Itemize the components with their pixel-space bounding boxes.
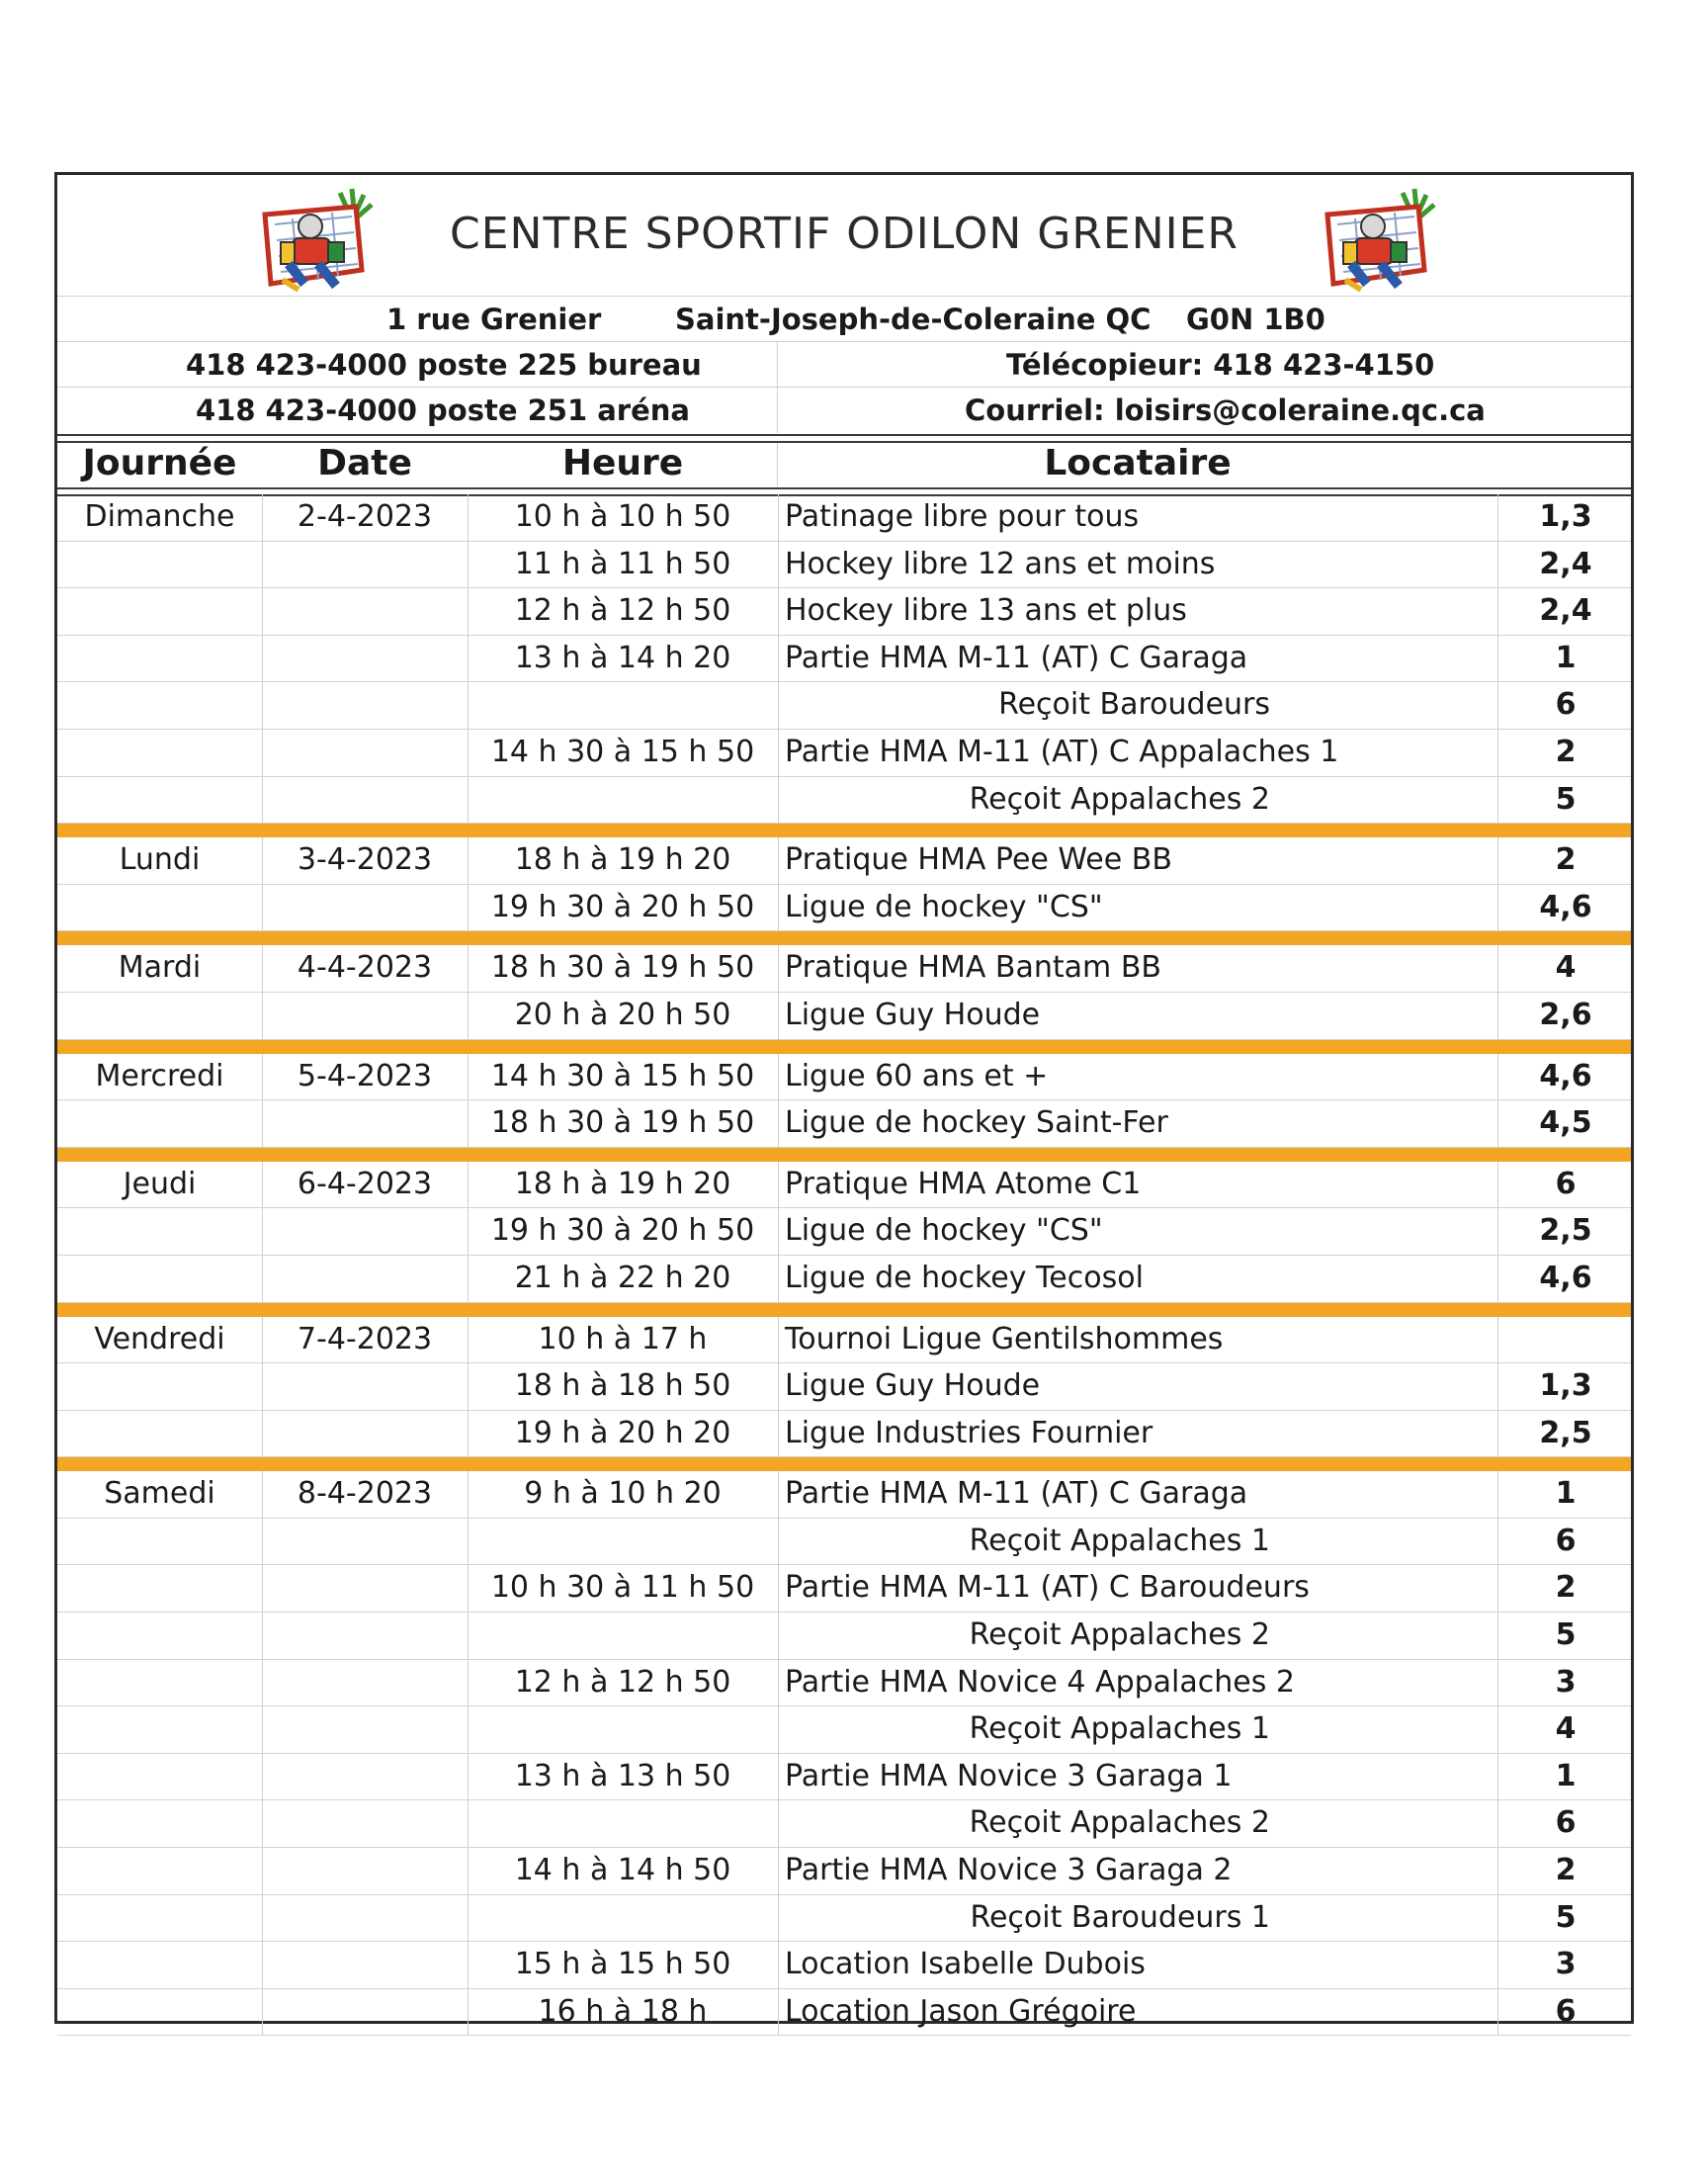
ice-number-cell: 2,4 (1539, 593, 1592, 629)
tenant-cell: Pratique HMA Pee Wee BB (785, 842, 1172, 878)
title-row (57, 175, 1631, 296)
tenant-cell: Pratique HMA Atome C1 (785, 1166, 1142, 1201)
ice-number-cell: 1 (1555, 640, 1577, 675)
time-cell: 19 h 30 à 20 h 50 (490, 889, 755, 924)
tenant-cell: Reçoit Baroudeurs 1 (970, 1899, 1270, 1935)
day-cell: Dimanche (84, 499, 235, 534)
table-row (57, 1800, 1631, 1848)
tenant-cell: Reçoit Appalaches 1 (969, 1711, 1270, 1747)
table-row (57, 777, 1631, 825)
city: Saint-Joseph-de-Coleraine QC (675, 303, 1152, 336)
ice-number-cell: 6 (1555, 1805, 1577, 1841)
time-cell: 20 h à 20 h 50 (514, 997, 731, 1032)
table-row (57, 1208, 1631, 1256)
ice-number-cell: 4,6 (1539, 1058, 1592, 1093)
time-cell: 14 h à 14 h 50 (514, 1853, 731, 1888)
day-separator (57, 1457, 1631, 1471)
time-cell: 14 h 30 à 15 h 50 (490, 1058, 755, 1093)
time-cell: 10 h à 10 h 50 (514, 499, 731, 534)
column-tenant: Locataire (1044, 443, 1232, 483)
table-row (57, 730, 1631, 777)
tenant-cell: Pratique HMA Bantam BB (785, 950, 1161, 986)
tenant-cell: Partie HMA M-11 (AT) C Baroudeurs (785, 1570, 1310, 1606)
tenant-cell: Ligue de hockey Saint-Fer (785, 1105, 1168, 1141)
time-cell: 12 h à 12 h 50 (514, 593, 731, 629)
email: Courriel: loisirs@coleraine.qc.ca (965, 393, 1486, 427)
day-cell: Vendredi (94, 1321, 225, 1356)
table-row (57, 1363, 1631, 1411)
ice-number-cell: 6 (1555, 1166, 1577, 1201)
time-cell (468, 1613, 778, 1659)
time-cell: 18 h 30 à 19 h 50 (490, 950, 755, 986)
table-row (57, 1162, 1631, 1209)
tenant-cell: Location Jason Grégoire (785, 1993, 1137, 2029)
ice-number-cell: 5 (1555, 1617, 1577, 1653)
time-cell (468, 1519, 778, 1565)
time-cell (468, 777, 778, 824)
time-cell: 18 h à 19 h 20 (514, 1166, 731, 1201)
day-separator (57, 1040, 1631, 1054)
date-cell: 2-4-2023 (297, 499, 433, 534)
tenant-cell: Ligue 60 ans et + (785, 1058, 1049, 1093)
ice-number-cell: 3 (1555, 1947, 1577, 1982)
ice-number-cell: 3 (1555, 1664, 1577, 1700)
time-cell (468, 1800, 778, 1847)
time-cell (468, 682, 778, 729)
day-separator (57, 1148, 1631, 1162)
table-row (57, 636, 1631, 683)
time-cell: 19 h à 20 h 20 (514, 1415, 731, 1450)
ice-number-cell: 6 (1555, 1993, 1577, 2029)
tenant-cell: Location Isabelle Dubois (785, 1947, 1146, 1982)
tenant-cell: Hockey libre 12 ans et moins (785, 546, 1216, 581)
tenant-cell: Reçoit Appalaches 2 (969, 781, 1270, 817)
date-cell: 3-4-2023 (297, 842, 433, 878)
ice-number-cell: 5 (1555, 781, 1577, 817)
ice-number-cell: 4,5 (1539, 1105, 1592, 1141)
ice-number-cell: 4 (1555, 1711, 1577, 1747)
date-cell: 8-4-2023 (297, 1476, 433, 1512)
table-row (57, 993, 1631, 1040)
column-headers (57, 443, 1631, 486)
table-row (57, 1989, 1631, 2037)
day-cell: Lundi (119, 842, 201, 878)
day-separator (57, 824, 1631, 837)
ice-number-cell: 1,3 (1539, 1368, 1592, 1404)
time-cell: 10 h à 17 h (538, 1321, 708, 1356)
tenant-cell: Patinage libre pour tous (785, 499, 1140, 534)
tenant-cell: Ligue de hockey Tecosol (785, 1260, 1144, 1295)
ice-number-cell: 2 (1555, 1853, 1577, 1888)
table-row (57, 494, 1631, 542)
tenant-cell: Partie HMA M-11 (AT) C Garaga (785, 640, 1248, 675)
table-row (57, 1411, 1631, 1458)
tenant-cell: Partie HMA Novice 3 Garaga 2 (785, 1853, 1233, 1888)
table-row (57, 837, 1631, 885)
tenant-cell: Ligue de hockey "CS" (785, 889, 1103, 924)
time-cell: 12 h à 12 h 50 (514, 1664, 731, 1700)
time-cell: 18 h à 18 h 50 (514, 1368, 731, 1404)
tenant-cell: Tournoi Ligue Gentilshommes (785, 1321, 1224, 1356)
day-cell: Mercredi (95, 1058, 224, 1093)
tenant-cell: Ligue Industries Fournier (785, 1415, 1153, 1450)
table-row (57, 1256, 1631, 1303)
ice-number-cell: 6 (1555, 1523, 1577, 1558)
day-separator (57, 1303, 1631, 1317)
table-row (57, 1754, 1631, 1801)
day-cell: Mardi (118, 950, 202, 986)
day-separator (57, 931, 1631, 945)
table-row (57, 945, 1631, 993)
time-cell: 16 h à 18 h (538, 1993, 708, 2029)
table-row (57, 1317, 1631, 1364)
ice-number-cell: 1 (1555, 1758, 1577, 1793)
ice-number-cell: 6 (1555, 687, 1577, 723)
table-row (57, 1895, 1631, 1943)
ice-number-cell: 4,6 (1539, 1260, 1592, 1295)
time-cell: 19 h 30 à 20 h 50 (490, 1213, 755, 1249)
ice-number-cell: 2,6 (1539, 997, 1592, 1032)
table-row (57, 1565, 1631, 1613)
time-cell: 11 h à 11 h 50 (514, 546, 731, 581)
table-row (57, 542, 1631, 589)
ice-number-cell: 5 (1555, 1899, 1577, 1935)
ice-number-cell: 2 (1555, 734, 1577, 769)
tenant-cell: Ligue Guy Houde (785, 1368, 1041, 1404)
table-row (57, 1100, 1631, 1148)
column-time: Heure (561, 443, 684, 483)
schedule-sheet (54, 172, 1634, 2029)
table-row (57, 1613, 1631, 1660)
table-row (57, 1848, 1631, 1895)
tenant-cell: Reçoit Baroudeurs (998, 687, 1270, 723)
tenant-cell: Partie HMA M-11 (AT) C Garaga (785, 1476, 1248, 1512)
ice-number-cell: 2,5 (1539, 1213, 1592, 1249)
time-cell (468, 1895, 778, 1942)
fax: Télécopieur: 418 423-4150 (1006, 348, 1435, 382)
time-cell: 13 h à 14 h 20 (514, 640, 731, 675)
ice-number-cell: 1 (1555, 1476, 1577, 1512)
address: 1 rue Grenier (386, 303, 602, 336)
table-row (57, 1054, 1631, 1101)
phone-office: 418 423-4000 poste 225 bureau (186, 348, 702, 382)
table-row (57, 588, 1631, 636)
ice-number-cell: 2 (1555, 842, 1577, 878)
time-cell: 21 h à 22 h 20 (514, 1260, 731, 1295)
time-cell: 10 h 30 à 11 h 50 (490, 1570, 755, 1606)
table-row (57, 1660, 1631, 1707)
tenant-cell: Ligue de hockey "CS" (785, 1213, 1103, 1249)
table-row (57, 1942, 1631, 1989)
tenant-cell: Hockey libre 13 ans et plus (785, 593, 1187, 629)
time-cell: 18 h à 19 h 20 (514, 842, 731, 878)
hockey-goalie-icon (1308, 185, 1446, 296)
tenant-cell: Ligue Guy Houde (785, 997, 1041, 1032)
time-cell: 14 h 30 à 15 h 50 (490, 734, 755, 769)
column-date: Date (317, 443, 412, 483)
tenant-cell: Partie HMA Novice 3 Garaga 1 (785, 1758, 1233, 1793)
ice-number-cell: 1,3 (1539, 499, 1592, 534)
column-day: Journée (82, 443, 237, 483)
phone-office-row (57, 341, 1631, 388)
ice-number-cell: 2,4 (1539, 546, 1592, 581)
ice-number-cell: 2,5 (1539, 1415, 1592, 1450)
table-row (57, 1519, 1631, 1566)
date-cell: 7-4-2023 (297, 1321, 433, 1356)
table-row (57, 1706, 1631, 1754)
tenant-cell: Partie HMA Novice 4 Appalaches 2 (785, 1664, 1295, 1700)
ice-number-cell (1497, 1317, 1634, 1363)
time-cell: 15 h à 15 h 50 (514, 1947, 731, 1982)
ice-number-cell: 4 (1555, 950, 1577, 986)
table-row (57, 682, 1631, 730)
date-cell: 6-4-2023 (297, 1166, 433, 1201)
phone-arena-row (57, 387, 1631, 433)
time-cell (468, 1706, 778, 1753)
ice-number-cell: 2 (1555, 1570, 1577, 1606)
tenant-cell: Reçoit Appalaches 1 (969, 1523, 1270, 1558)
phone-arena: 418 423-4000 poste 251 aréna (196, 393, 690, 427)
schedule-grid (57, 494, 1631, 2036)
date-cell: 4-4-2023 (297, 950, 433, 986)
time-cell: 13 h à 13 h 50 (514, 1758, 731, 1793)
tenant-cell: Reçoit Appalaches 2 (969, 1805, 1270, 1841)
postal-code: G0N 1B0 (1186, 303, 1325, 336)
table-row (57, 1471, 1631, 1519)
tenant-cell: Partie HMA M-11 (AT) C Appalaches 1 (785, 734, 1339, 769)
page-title: CENTRE SPORTIF ODILON GRENIER (450, 209, 1238, 259)
day-cell: Jeudi (123, 1166, 197, 1201)
tenant-cell: Reçoit Appalaches 2 (969, 1617, 1270, 1653)
table-row (57, 885, 1631, 932)
date-cell: 5-4-2023 (297, 1058, 433, 1093)
address-row (57, 296, 1631, 342)
time-cell: 18 h 30 à 19 h 50 (490, 1105, 755, 1141)
time-cell: 9 h à 10 h 20 (524, 1476, 722, 1512)
ice-number-cell: 4,6 (1539, 889, 1592, 924)
day-cell: Samedi (104, 1476, 215, 1512)
